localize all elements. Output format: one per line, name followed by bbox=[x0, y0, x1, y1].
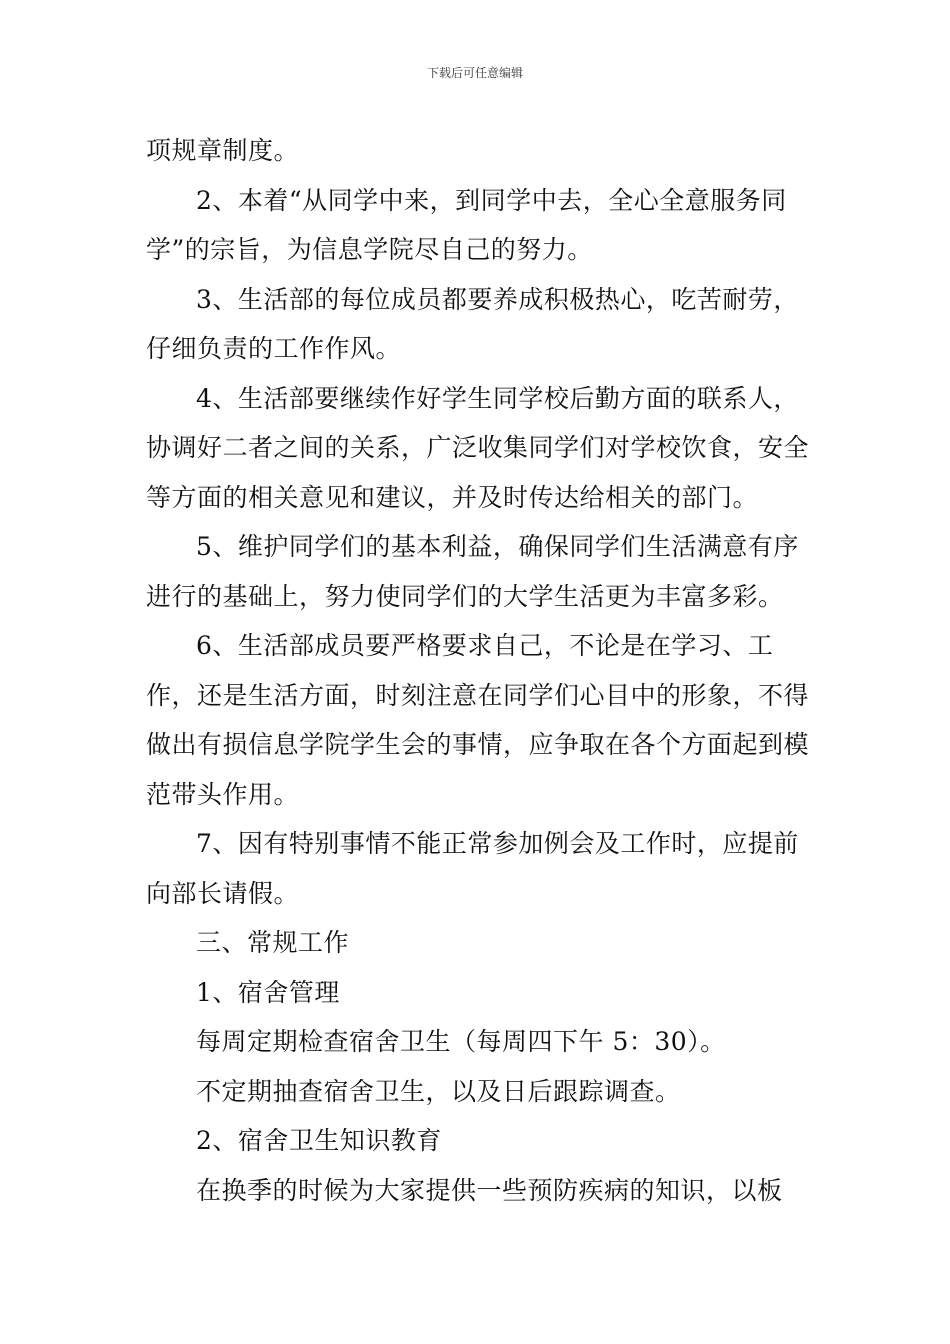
paragraph-5: 5、维护同学们的基本利益，确保同学们生活满意有序进行的基础上，努力使同学们的大学生活更为丰富多彩。 bbox=[146, 532, 799, 611]
paragraph-2: 2、本着“从同学中来，到同学中去，全心全意服务同学”的宗旨，为信息学院尽自己的努力。 bbox=[146, 185, 787, 264]
paragraph-4: 4、生活部要继续作好学生同学校后勤方面的联系人，协调好二者之间的关系，广泛收集同学们对学校饮食，安全等方面的相关意见和建议，并及时传达给相关的部门。 bbox=[146, 383, 810, 512]
paragraph-6: 6、生活部成员要严格要求自己，不论是在学习、工作，还是生活方面，时刻注意在同学们心目中的形象，不得做出有损信息学院学生会的事情，应争取在各个方面起到模范带头作用。 bbox=[146, 631, 810, 809]
document-body bbox=[146, 126, 811, 1215]
page-header: 下载后可任意编辑 bbox=[426, 66, 523, 80]
paragraph-season-change: 在换季的时候为大家提供一些预防疾病的知识，以板 bbox=[196, 1175, 783, 1205]
paragraph-3: 3、生活部的每位成员都要养成积极热心，吃苦耐劳，仔细负责的工作作风。 bbox=[146, 284, 799, 363]
subheading-dorm-management: 1、宿舍管理 bbox=[196, 977, 340, 1007]
paragraph-spot-check: 不定期抽查宿舍卫生，以及日后跟踪调查。 bbox=[196, 1076, 681, 1106]
paragraph-1: 项规章制度。 bbox=[146, 136, 300, 165]
paragraph-weekly-inspection: 每周定期检查宿舍卫生（每周四下午 5：30）。 bbox=[196, 1027, 726, 1056]
paragraph-7: 7、因有特别事情不能正常参加例会及工作时，应提前向部长请假。 bbox=[146, 829, 799, 908]
subheading-hygiene-education: 2、宿舍卫生知识教育 bbox=[196, 1126, 442, 1155]
section-heading-routine-work: 三、常规工作 bbox=[196, 928, 350, 957]
